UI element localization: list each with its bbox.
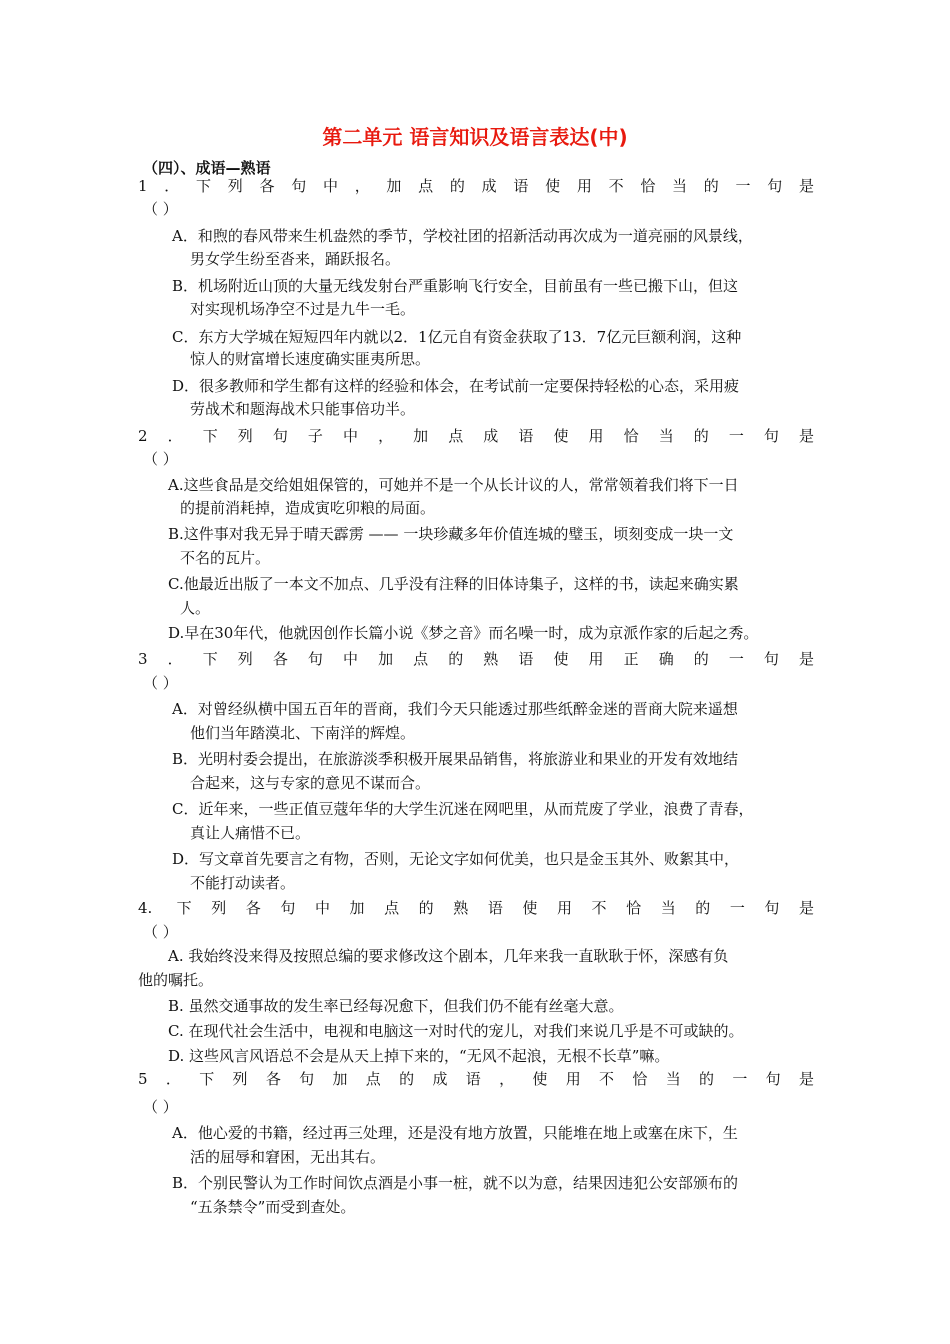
question-1-option-c: C．东方大学城在短短四年内就以2．1亿元自有资金获取了13．7亿元巨额利润，这种 <box>172 328 742 346</box>
question-1-stem: 1．下列各句中，加点的成语使用不恰当的一句是 <box>138 177 814 195</box>
question-4-option-a: A. 我始终没来得及按照总编的要求修改这个剧本，几年来我一直耿耿于怀，深感有负 <box>168 947 729 965</box>
question-3-option-c-cont: 真让人痛惜不已。 <box>190 824 311 842</box>
question-4-option-d: D. 这些风言风语总不会是从天上掉下来的，“无风不起浪，无根不长草”嘛。 <box>168 1047 670 1065</box>
question-3-option-a-cont: 他们当年踏漠北、下南洋的辉煌。 <box>190 724 416 742</box>
question-4-option-c: C. 在现代社会生活中，电视和电脑这一对时代的宠儿，对我们来说几乎是不可或缺的。 <box>168 1022 744 1040</box>
page-title: 第二单元 语言知识及语言表达(中) <box>322 125 628 149</box>
question-3-option-a: A．对曾经纵横中国五百年的晋商，我们今天只能透过那些纸醉金迷的晋商大院来遥想 <box>172 700 738 718</box>
section-heading: （四）、成语—熟语 <box>143 159 271 177</box>
question-4-option-b: B. 虽然交通事故的发生率已经每况愈下，但我们仍不能有丝毫大意。 <box>168 997 624 1015</box>
question-5-answer-blank: （ ） <box>143 1098 178 1116</box>
question-1-option-b: B．机场附近山顶的大量无线发射台严重影响飞行安全，目前虽有一些已搬下山，但这 <box>172 277 739 295</box>
question-4-answer-blank: （ ） <box>143 923 178 941</box>
question-1-option-d-cont: 劳战术和题海战术只能事倍功半。 <box>190 400 416 418</box>
question-5-option-a: A．他心爱的书籍，经过再三处理，还是没有地方放置，只能堆在地上或塞在床下，生 <box>172 1124 738 1142</box>
question-3-option-d: D．写文章首先要言之有物，否则，无论文字如何优美，也只是金玉其外、败絮其中， <box>172 850 740 868</box>
question-2-option-a-cont: 的提前消耗掉，造成寅吃卯粮的局面。 <box>180 499 436 517</box>
question-4-option-a-cont: 他的嘱托。 <box>138 971 214 989</box>
question-5-option-b-cont: “五条禁令”而受到查处。 <box>190 1198 356 1216</box>
question-3-option-d-cont: 不能打动读者。 <box>190 874 296 892</box>
question-2-option-c: C.他最近出版了一本文不加点、几乎没有注释的旧体诗集子，这样的书，读起来确实累 <box>168 575 739 593</box>
question-5-option-a-cont: 活的屈辱和窘困，无出其右。 <box>190 1148 386 1166</box>
question-3-stem: 3．下列各句中加点的熟语使用正确的一句是 <box>138 650 814 668</box>
question-1-answer-blank: （ ） <box>143 200 178 218</box>
question-1-option-b-cont: 对实现机场净空不过是九牛一毛。 <box>190 300 416 318</box>
question-2-option-b-cont: 不名的瓦片。 <box>180 549 271 567</box>
question-2-stem: 2．下列句子中，加点成语使用恰当的一句是 <box>138 427 814 445</box>
question-2-option-b: B.这件事对我无异于晴天霹雳 —— 一块珍藏多年价值连城的璧玉，顷刻变成一块一文 <box>168 525 734 543</box>
question-3-option-b: B．光明村委会提出，在旅游淡季积极开展果品销售，将旅游业和果业的开发有效地结 <box>172 750 739 768</box>
question-2-answer-blank: （ ） <box>143 450 178 468</box>
question-2-option-d: D.早在30年代，他就因创作长篇小说《梦之音》而名噪一时，成为京派作家的后起之秀。 <box>168 624 759 642</box>
question-3-answer-blank: （ ） <box>143 674 178 692</box>
question-3-option-c: C．近年来，一些正值豆蔻年华的大学生沉迷在网吧里，从而荒废了学业，浪费了青春， <box>172 800 754 818</box>
question-1-option-a: A．和煦的春风带来生机盎然的季节，学校社团的招新活动再次成为一道亮丽的风景线， <box>172 227 753 245</box>
question-5-option-b: B．个别民警认为工作时间饮点酒是小事一桩，就不以为意，结果因违犯公安部颁布的 <box>172 1174 739 1192</box>
question-4-stem: 4. 下列各句中加点的熟语使用不恰当的一句是 <box>138 899 814 917</box>
question-2-option-c-cont: 人。 <box>180 599 211 617</box>
question-3-option-b-cont: 合起来，这与专家的意见不谋而合。 <box>190 774 431 792</box>
question-1-option-d: D．很多教师和学生都有这样的经验和体会，在考试前一定要保持轻松的心态，采用疲 <box>172 377 740 395</box>
question-2-option-a: A.这些食品是交给姐姐保管的，可她并不是一个从长计议的人，常常领着我们将下一日 <box>168 476 739 494</box>
question-5-stem: 5．下列各句加点的成语，使用不恰当的一句是 <box>138 1070 814 1088</box>
question-1-option-a-cont: 男女学生纷至沓来，踊跃报名。 <box>190 250 401 268</box>
question-1-option-c-cont: 惊人的财富增长速度确实匪夷所思。 <box>190 350 431 368</box>
